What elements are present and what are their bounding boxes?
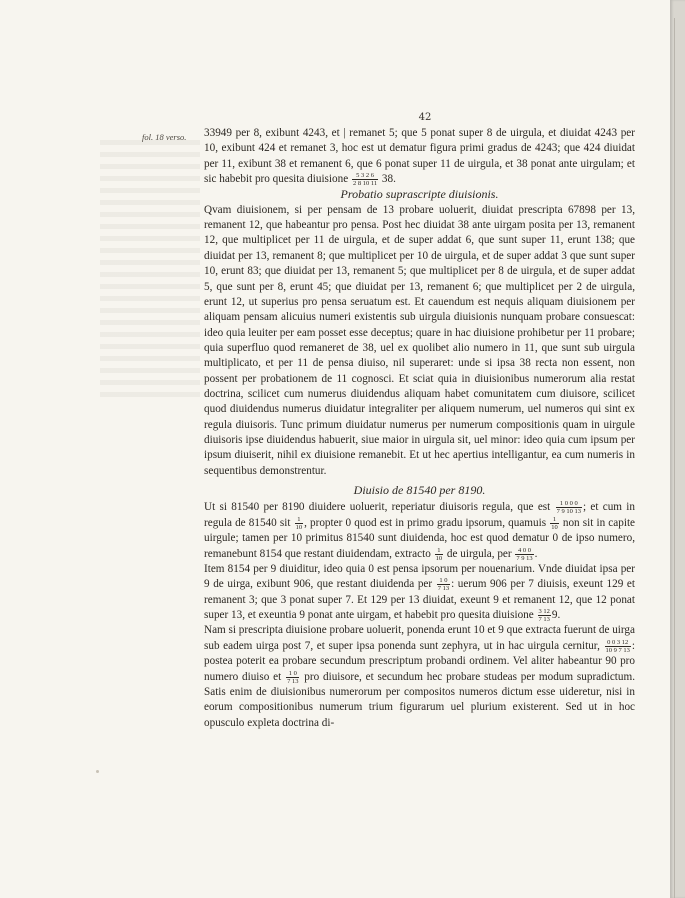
paper-speck	[96, 770, 99, 773]
show-through-text	[100, 140, 200, 400]
page-edge	[670, 0, 685, 898]
fraction: $\frac{3 12}{7 13}$	[538, 608, 550, 624]
fraction: $\frac{1}{10}$	[295, 515, 303, 531]
main-text	[204, 126, 635, 731]
heading-diuisio: Diuisio de 81540 per 8190.	[353, 482, 486, 497]
paragraph-5: Nam si prescripta diuisione probare uoluerit, ponenda erunt 10 et 9 que extracta fuerunt de uirga sub eadem uirga post 7, et super ipsa ponenda sunt zephyra, ut in hac uirgula cernitur, $\frac{0 0 3 12}{10 9 7 13}$ : postea poterit ea probare secundum prescriptum probandi ordinem. Vel aliter habeantur 90 pro numero diuiso et $\frac{1 0}{7 13}$ pro diuisore, et secundum hec probare studeas per modum supradictum. Satis enim de diuisionibus numerorum per compositos numeros dictum esse uideretur, nisi in eorum compositionibus numerum trium figurarum uel plurium existerent. Sed ut in hoc opusculo expleta doctrina di-	[204, 624, 636, 729]
paragraph-1: 33949 per 8, exibunt 4243, et | remanet 5; que 5 ponat super 8 de uirgula, et diuidat 4243 per 10, exibunt 424 et remanet 3, hoc est ut dematur figura primi gradus de 4243; que 424 diuidat per 11, exibunt 38 et remanent 6, que 6 ponat super 11 de uirgula, et 38 ponat ante uirgulam; et sic habebit pro quesita diuisione $\frac{5 3 2 6}{2 8 10 11}$ 38.	[204, 127, 635, 188]
heading-probatio: Probatio suprascripte diuisionis.	[340, 187, 499, 202]
fraction: $\frac{5 3 2 6}{2 8 10 11}$	[352, 172, 378, 188]
paragraph-2: Qvam diuisionem, si per pensam de 13 probare uoluerit, diuidat prescripta 67898 per 13, remanent 12, que habeantur pro pensa. Post hec diuidat 38 ante uirgam posita per 13, remanent 12, que multiplicet per 11 de uirgula, et de super addat 6, que sunt super 11, erunt 138; que diuidat per 13, remanent 8; que multiplicet per 10 de uirgula, et de super addat 3 que sunt super 10, erunt 83; que diuidat per 13, remanent 5; que multiplicet per 8 de uirgula, et de super addat 5, que sunt per 8, erunt 45; que diuidat per 13, remanent 6; que multiplicet per 2 de uirgula, erunt 12, ut superius pro pensa seruatum est. Et cauendum est nequis aliquam diuisionem per aliquam pensam alicuius numeri existentis sub uirgula diuisionis nunquam probare consuescat: ideo quia leuiter per eam posset esse deceptus; quare in hac diuisione prohibetur per 11 probare; quia superfluo quod remaneret de 38, uel ex quolibet alio numero in 11, que sunt sub uirgula multiplicato, et per 11 de pensa diuiso, nil superaret: unde si ipsa 38 recta non essent, non possent per probationem de 11 cognosci. Et sciat quia in diuisionibus numerorum alia restat doctrina, scilicet cum numerus diuidendus aliquam habet comunitatem cum diuisore, scilicet quod diuidendus numerus diuidatur integraliter per aliquem numerum, uel numeros qui sint ex regula diuisoris. Tunc primum diuidatur numerus per numerum compositionis quam in uirgule diuisoris ipse diuidendus habuerit, siue maior in uirgula sit, uel minor: ideo quia cum ipsum per ipsum diuiserit, nihil ex diuisione remanebit. Et ut hec apertius intelligantur, ea cum numeris in sequentibus demonstrentur.	[204, 203, 635, 477]
page-edge-line	[674, 18, 675, 898]
paragraph-3: Ut si 81540 per 8190 diuidere uoluerit, reperiatur diuisoris regula, que est $\frac{1 0 0 0}{7 9 10 13}$ ; et cum in regula de 81540 sit $\frac{1}{10}$ , propter 0 quod est in primo gradu ipsorum, quamuis $\frac{1}{10}$ non sit in capite uirgule; tamen per 10 primitus 81540 sunt diuidenda, hoc est quod dematur 0 de ipso numero, remanebunt 8154 que restant diuidendam, extracto $\frac{1}{10}$ de uirgula, per $\frac{4 0 0}{7 9 13}$ .	[204, 500, 636, 562]
paragraph-4: Item 8154 per 9 diuiditur, ideo quia 0 est pensa ipsorum per nouenarium. Vnde diuidat ipsa per 9 de uirga, exibunt 906, que restant diuidenda per $\frac{1 0}{7 13}$ : uerum 906 per 7 diuisis, exeunt 129 et remanent 3; que 3 ponat super 7. Et 129 per 13 diuidat, exeunt 9 et remanent 12, que 12 ponat super 13, et exeuntia 9 ponat ante uirgam, et habebit pro quesita diuisione $\frac{3 12}{7 13}$ 9.	[204, 562, 635, 624]
fraction: $\frac{1}{10}$	[551, 515, 558, 531]
fraction: $\frac{4 0 0}{7 9 13}$	[516, 546, 533, 562]
fraction: $\frac{1}{10}$	[435, 546, 443, 562]
fraction: $\frac{1 0}{7 13}$	[287, 669, 299, 685]
fraction: $\frac{1 0}{7 13}$	[437, 577, 450, 593]
fraction: $\frac{0 0 3 12}{10 9 7 13}$	[605, 638, 630, 654]
fraction: $\frac{1 0 0 0}{7 9 10 13}$	[556, 500, 581, 516]
page-number: 42	[418, 112, 432, 123]
margin-note: fol. 18 verso.	[142, 132, 187, 142]
